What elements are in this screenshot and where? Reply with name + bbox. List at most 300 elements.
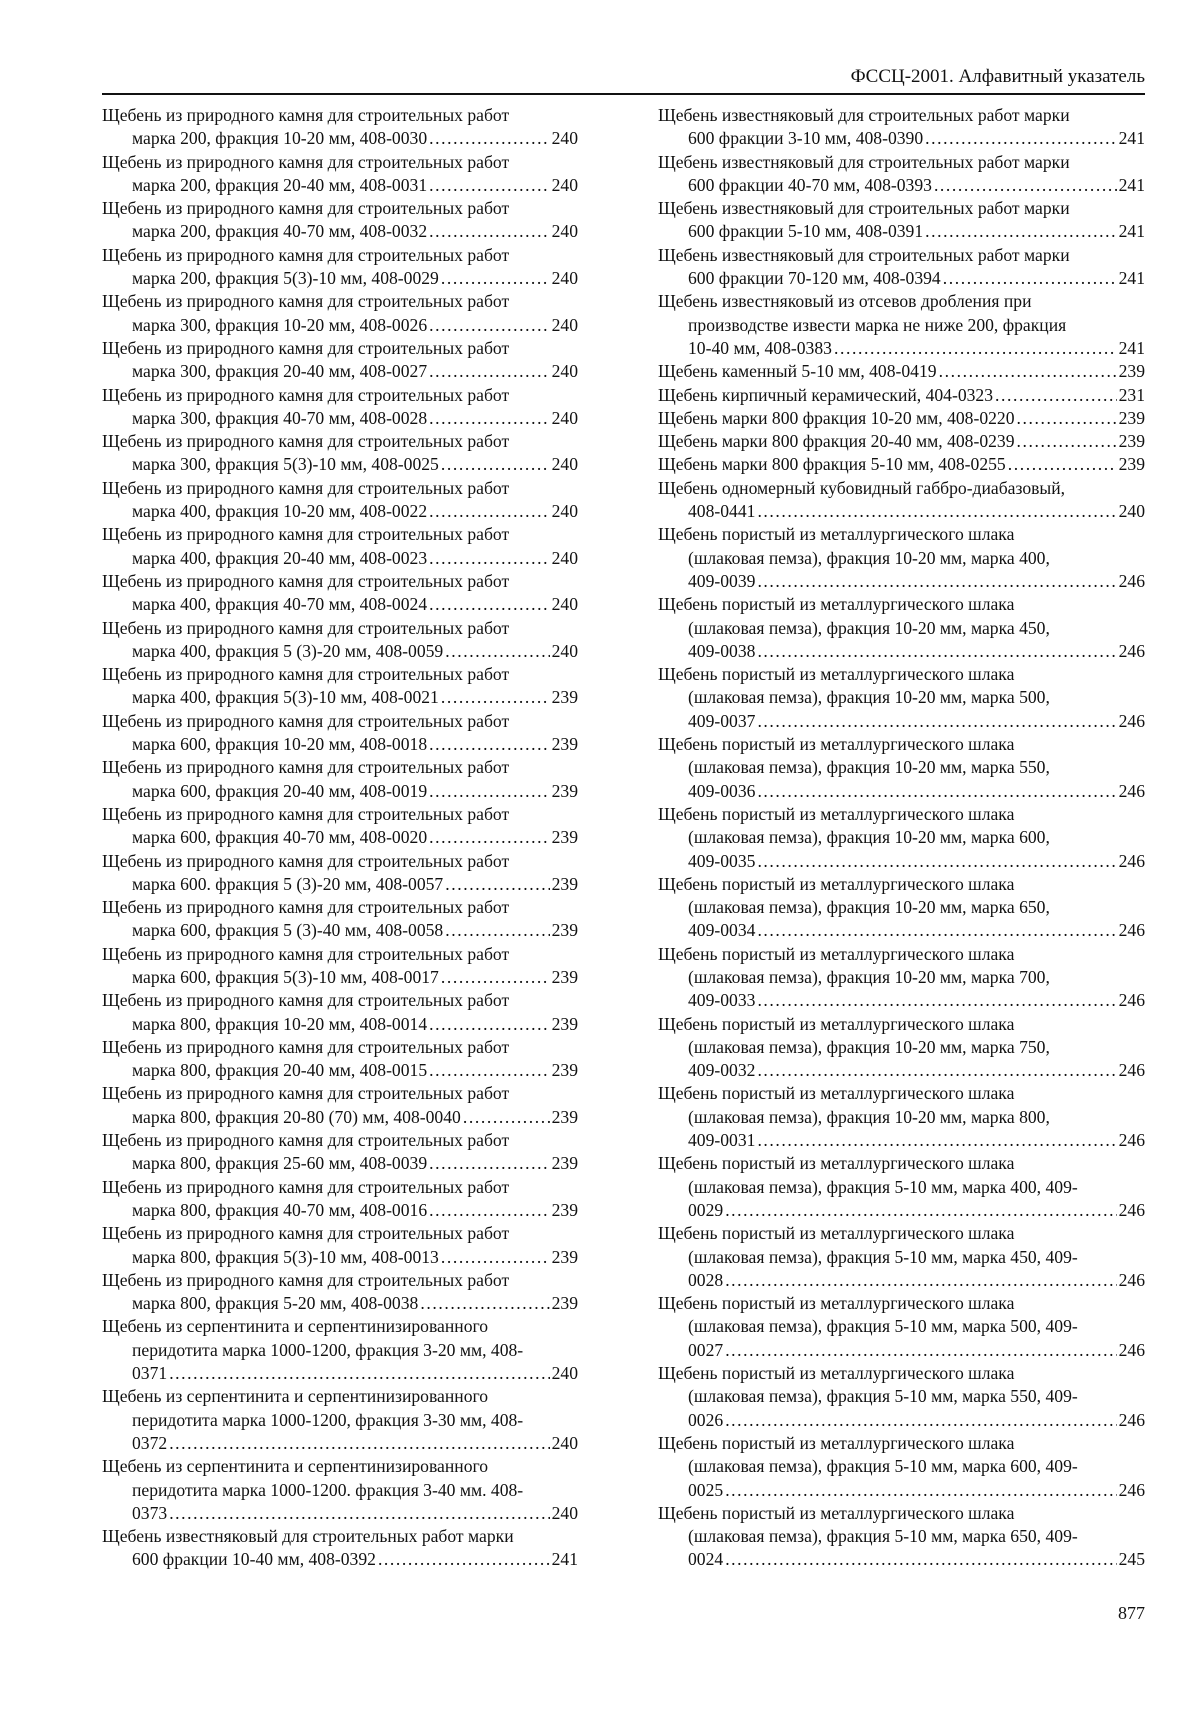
entry-text-line: Щебень пористый из металлургического шлака: [658, 664, 1015, 685]
dot-leader: [429, 407, 549, 430]
dot-leader: [429, 314, 549, 337]
entry-text-line: Щебень пористый из металлургического шлака: [658, 1432, 1015, 1453]
entry-last-text: марка 200, фракция 20-40 мм, 408-0031: [132, 174, 428, 195]
entry-last-text: марка 800, фракция 5-20 мм, 408-0038: [132, 1293, 419, 1314]
index-entry: [102, 1176, 578, 1223]
entry-last-text: марка 200, фракция 40-70 мм, 408-0032: [132, 221, 428, 242]
entry-text-line: Щебень из природного камня для строительных работ: [102, 1083, 510, 1104]
page-header-title: ФССЦ-2001. Алфавитный указатель: [850, 66, 1145, 87]
dot-leader: [429, 593, 549, 616]
index-entry: [658, 477, 1145, 524]
dot-leader: [169, 1362, 549, 1385]
index-entry: [658, 1432, 1145, 1502]
entry-page-number: 241: [1118, 268, 1145, 289]
entry-last-text: 409-0037: [688, 710, 756, 731]
entry-last-line: [102, 127, 578, 150]
entry-page-number: 246: [1118, 850, 1145, 871]
entry-text-line: производстве извести марка не ниже 200, фракция: [688, 314, 1067, 335]
dot-leader: [757, 780, 1116, 803]
entry-last-text: марка 800, фракция 10-20 мм, 408-0014: [132, 1013, 428, 1034]
entry-page-number: 240: [551, 594, 578, 615]
index-entry: [102, 710, 578, 757]
entry-page-number: 239: [1118, 431, 1145, 452]
dot-leader: [934, 174, 1117, 197]
entry-last-line: [102, 500, 578, 523]
entry-last-line: [102, 1362, 578, 1385]
index-entry: [658, 197, 1145, 244]
entry-text-line: перидотита марка 1000-1200, фракция 3-30 мм, 408-: [132, 1409, 524, 1430]
dot-leader: [445, 873, 549, 896]
index-entry: [102, 943, 578, 990]
index-entry: [658, 1152, 1145, 1222]
dot-leader: [445, 640, 549, 663]
entry-page-number: 239: [551, 1199, 578, 1220]
entry-last-text: марка 300, фракция 10-20 мм, 408-0026: [132, 314, 428, 335]
dot-leader: [420, 1292, 549, 1315]
entry-last-text: марка 300, фракция 40-70 мм, 408-0028: [132, 407, 428, 428]
entry-last-line: [658, 1409, 1145, 1432]
index-entry: [102, 477, 578, 524]
entry-text-line: Щебень из природного камня для строительных работ: [102, 1269, 510, 1290]
entry-last-text: марка 400, фракция 10-20 мм, 408-0022: [132, 501, 428, 522]
entry-last-text: 600 фракции 5-10 мм, 408-0391: [688, 221, 924, 242]
entry-last-text: Щебень марки 800 фракция 20-40 мм, 408-0239: [658, 431, 1015, 452]
entry-page-number: 246: [1118, 780, 1145, 801]
entry-last-text: марка 600, фракция 40-70 мм, 408-0020: [132, 827, 428, 848]
index-entry: [658, 663, 1145, 733]
entry-text-line: Щебень из природного камня для строительных работ: [102, 570, 510, 591]
entry-last-text: Щебень марки 800 фракция 10-20 мм, 408-0220: [658, 407, 1015, 428]
entry-last-text: марка 800, фракция 25-60 мм, 408-0039: [132, 1153, 428, 1174]
entry-text-line: Щебень известняковый для строительных работ марки: [102, 1526, 514, 1547]
entry-last-line: [658, 780, 1145, 803]
dot-leader: [995, 384, 1117, 407]
entry-last-line: [102, 1059, 578, 1082]
entry-text-line: Щебень из природного камня для строительных работ: [102, 943, 510, 964]
entry-last-line: [102, 407, 578, 430]
entry-last-line: [658, 710, 1145, 733]
dot-leader: [463, 1106, 550, 1129]
index-entry: [102, 1036, 578, 1083]
index-entry: [102, 430, 578, 477]
dot-leader: [939, 360, 1117, 383]
entry-last-text: 600 фракции 3-10 мм, 408-0390: [688, 128, 924, 149]
entry-last-line: [658, 384, 1145, 407]
entry-last-line: [658, 570, 1145, 593]
entry-text-line: Щебень из природного камня для строительных работ: [102, 1176, 510, 1197]
entry-last-line: [102, 919, 578, 942]
index-entry: [658, 943, 1145, 1013]
dot-leader: [757, 1059, 1116, 1082]
entry-text-line: Щебень из природного камня для строительных работ: [102, 151, 510, 172]
entry-last-text: 0029: [688, 1199, 724, 1220]
entry-last-line: [102, 826, 578, 849]
entry-page-number: 246: [1118, 1479, 1145, 1500]
index-column-right: [658, 104, 1145, 1572]
entry-last-line: [658, 337, 1145, 360]
entry-text-line: Щебень из природного камня для строительных работ: [102, 384, 510, 405]
index-entry: [658, 803, 1145, 873]
entry-page-number: 246: [1118, 1060, 1145, 1081]
entry-last-line: [102, 1548, 578, 1571]
entry-text-line: Щебень из природного камня для строительных работ: [102, 990, 510, 1011]
entry-page-number: 241: [551, 1549, 578, 1570]
dot-leader: [429, 826, 549, 849]
dot-leader: [757, 1129, 1116, 1152]
entry-text-line: (шлаковая пемза), фракция 5-10 мм, марка 500, 409-: [688, 1316, 1078, 1337]
entry-last-text: Щебень кирпичный керамический, 404-0323: [658, 384, 994, 405]
entry-last-text: марка 600, фракция 10-20 мм, 408-0018: [132, 734, 428, 755]
index-entry: [102, 151, 578, 198]
entry-last-line: [102, 873, 578, 896]
entry-last-line: [102, 640, 578, 663]
entry-last-line: [102, 1106, 578, 1129]
entry-page-number: 240: [551, 314, 578, 335]
entry-page-number: 246: [1118, 1130, 1145, 1151]
entry-text-line: Щебень из природного камня для строительных работ: [102, 757, 510, 778]
index-entry: [102, 1222, 578, 1269]
dot-leader: [725, 1548, 1116, 1571]
dot-leader: [429, 1199, 549, 1222]
dot-leader: [429, 174, 549, 197]
dot-leader: [429, 500, 549, 523]
entry-last-line: [658, 220, 1145, 243]
dot-leader: [925, 127, 1116, 150]
entry-last-text: Щебень марки 800 фракция 5-10 мм, 408-0255: [658, 454, 1006, 475]
dot-leader: [725, 1199, 1116, 1222]
entry-last-text: марка 600. фракция 5 (3)-20 мм, 408-0057: [132, 873, 444, 894]
entry-last-line: [102, 1432, 578, 1455]
entry-text-line: (шлаковая пемза), фракция 5-10 мм, марка 650, 409-: [688, 1526, 1078, 1547]
entry-text-line: Щебень из серпентинита и серпентинизированного: [102, 1386, 489, 1407]
entry-last-line: [658, 1199, 1145, 1222]
dot-leader: [378, 1548, 550, 1571]
entry-last-text: марка 400, фракция 20-40 мм, 408-0023: [132, 547, 428, 568]
entry-last-line: [658, 919, 1145, 942]
index-entry: [658, 1222, 1145, 1292]
entry-page-number: 240: [551, 1363, 578, 1384]
index-entry: [658, 151, 1145, 198]
entry-last-line: [658, 453, 1145, 476]
index-entry: [658, 1292, 1145, 1362]
index-entry: [658, 1502, 1145, 1572]
index-entry: [102, 337, 578, 384]
entry-text-line: Щебень пористый из металлургического шлака: [658, 1502, 1015, 1523]
entry-page-number: 240: [551, 174, 578, 195]
entry-text-line: (шлаковая пемза), фракция 10-20 мм, марка 450,: [688, 617, 1050, 638]
entry-last-line: [102, 547, 578, 570]
entry-last-text: Щебень каменный 5-10 мм, 408-0419: [658, 361, 937, 382]
entry-last-line: [102, 220, 578, 243]
entry-last-line: [102, 1246, 578, 1269]
entry-text-line: (шлаковая пемза), фракция 10-20 мм, марка 500,: [688, 687, 1050, 708]
entry-page-number: 239: [551, 1106, 578, 1127]
index-entry: [102, 1455, 578, 1525]
entry-text-line: Щебень из природного камня для строительных работ: [102, 198, 510, 219]
entry-page-number: 240: [551, 547, 578, 568]
entry-page-number: 245: [1118, 1549, 1145, 1570]
entry-last-line: [102, 733, 578, 756]
dot-leader: [429, 1059, 549, 1082]
entry-last-line: [102, 314, 578, 337]
dot-leader: [943, 267, 1117, 290]
entry-last-line: [658, 407, 1145, 430]
entry-page-number: 240: [551, 361, 578, 382]
entry-text-line: (шлаковая пемза), фракция 10-20 мм, марка 400,: [688, 547, 1050, 568]
entry-page-number: 240: [1118, 501, 1145, 522]
entry-text-line: Щебень из серпентинита и серпентинизированного: [102, 1316, 489, 1337]
entry-last-line: [658, 1548, 1145, 1571]
entry-page-number: 246: [1118, 1199, 1145, 1220]
entry-page-number: 246: [1118, 1409, 1145, 1430]
entry-last-text: 0024: [688, 1549, 724, 1570]
index-entry: [658, 1362, 1145, 1432]
index-entry: [102, 104, 578, 151]
entry-last-text: 408-0441: [688, 501, 756, 522]
entry-page-number: 240: [551, 454, 578, 475]
entry-page-number: 239: [551, 1246, 578, 1267]
entry-text-line: Щебень пористый из металлургического шлака: [658, 873, 1015, 894]
dot-leader: [429, 547, 549, 570]
entry-text-line: Щебень из природного камня для строительных работ: [102, 431, 510, 452]
entry-text-line: (шлаковая пемза), фракция 5-10 мм, марка 450, 409-: [688, 1246, 1078, 1267]
entry-text-line: Щебень известняковый для строительных работ марки: [658, 198, 1070, 219]
dot-leader: [441, 686, 550, 709]
entry-text-line: (шлаковая пемза), фракция 10-20 мм, марка 550,: [688, 757, 1050, 778]
index-entry: [102, 989, 578, 1036]
dot-leader: [834, 337, 1117, 360]
entry-page-number: 239: [551, 1293, 578, 1314]
entry-page-number: 240: [551, 128, 578, 149]
page-number: 877: [1118, 1603, 1145, 1623]
entry-last-text: 0026: [688, 1409, 724, 1430]
index-entry: [658, 453, 1145, 476]
entry-last-line: [658, 640, 1145, 663]
entry-text-line: Щебень одномерный кубовидный габбро-диабазовый,: [658, 477, 1066, 498]
entry-last-text: марка 800, фракция 40-70 мм, 408-0016: [132, 1199, 428, 1220]
dot-leader: [445, 919, 549, 942]
index-entry: [658, 733, 1145, 803]
entry-text-line: Щебень из природного камня для строительных работ: [102, 524, 510, 545]
entry-last-line: [658, 1059, 1145, 1082]
entry-last-line: [102, 593, 578, 616]
index-entry: [102, 896, 578, 943]
entry-last-line: [658, 174, 1145, 197]
index-entry: [658, 104, 1145, 151]
entry-page-number: 239: [551, 873, 578, 894]
entry-page-number: 246: [1118, 990, 1145, 1011]
entry-page-number: 246: [1118, 1339, 1145, 1360]
entry-text-line: Щебень пористый из металлургического шлака: [658, 1013, 1015, 1034]
dot-leader: [757, 710, 1116, 733]
index-entry: [658, 360, 1145, 383]
dot-leader: [757, 989, 1116, 1012]
entry-last-text: 409-0039: [688, 570, 756, 591]
index-entry: [102, 617, 578, 664]
entry-text-line: Щебень из природного камня для строительных работ: [102, 710, 510, 731]
index-entry: [102, 523, 578, 570]
entry-text-line: Щебень пористый из металлургического шлака: [658, 594, 1015, 615]
entry-last-text: марка 600, фракция 5(3)-10 мм, 408-0017: [132, 966, 439, 987]
entry-last-text: марка 400, фракция 5(3)-10 мм, 408-0021: [132, 687, 439, 708]
entry-text-line: Щебень из природного камня для строительных работ: [102, 617, 510, 638]
entry-last-text: марка 800, фракция 5(3)-10 мм, 408-0013: [132, 1246, 439, 1267]
index-entry: [102, 1129, 578, 1176]
entry-last-line: [658, 127, 1145, 150]
dot-leader: [169, 1432, 549, 1455]
entry-text-line: Щебень известняковый для строительных работ марки: [658, 151, 1070, 172]
entry-last-text: 600 фракции 10-40 мм, 408-0392: [132, 1549, 376, 1570]
entry-last-text: 600 фракции 70-120 мм, 408-0394: [688, 268, 941, 289]
entry-last-text: марка 600, фракция 5 (3)-40 мм, 408-0058: [132, 920, 444, 941]
entry-last-text: марка 200, фракция 5(3)-10 мм, 408-0029: [132, 268, 439, 289]
entry-text-line: Щебень пористый из металлургического шлака: [658, 1153, 1015, 1174]
dot-leader: [725, 1409, 1116, 1432]
entry-text-line: Щебень пористый из металлургического шлака: [658, 524, 1015, 545]
entry-last-text: 0371: [132, 1363, 168, 1384]
dot-leader: [441, 267, 550, 290]
entry-last-line: [658, 1339, 1145, 1362]
entry-last-text: марка 400, фракция 5 (3)-20 мм, 408-0059: [132, 640, 444, 661]
entry-text-line: Щебень пористый из металлургического шлака: [658, 943, 1015, 964]
entry-text-line: Щебень из природного камня для строительных работ: [102, 1036, 510, 1057]
dot-leader: [757, 500, 1116, 523]
entry-last-text: 409-0034: [688, 920, 756, 941]
entry-last-line: [658, 1129, 1145, 1152]
entry-last-line: [658, 430, 1145, 453]
entry-text-line: Щебень пористый из металлургического шлака: [658, 1083, 1015, 1104]
index-entry: [102, 1269, 578, 1316]
index-entry: [658, 244, 1145, 291]
entry-text-line: (шлаковая пемза), фракция 10-20 мм, марка 650,: [688, 897, 1050, 918]
entry-page-number: 241: [1118, 128, 1145, 149]
index-entry: [102, 1385, 578, 1455]
entry-text-line: Щебень из природного камня для строительных работ: [102, 291, 510, 312]
entry-text-line: Щебень пористый из металлургического шлака: [658, 803, 1015, 824]
entry-page-number: 241: [1118, 337, 1145, 358]
entry-text-line: перидотита марка 1000-1200, фракция 3-20 мм, 408-: [132, 1339, 524, 1360]
dot-leader: [429, 360, 549, 383]
entry-page-number: 240: [551, 640, 578, 661]
dot-leader: [757, 919, 1116, 942]
index-entry: [102, 1082, 578, 1129]
index-entry: [658, 873, 1145, 943]
entry-last-line: [102, 780, 578, 803]
entry-page-number: 240: [551, 501, 578, 522]
entry-last-text: марка 600, фракция 20-40 мм, 408-0019: [132, 780, 428, 801]
entry-page-number: 240: [551, 1502, 578, 1523]
entry-text-line: Щебень из природного камня для строительных работ: [102, 477, 510, 498]
dot-leader: [925, 220, 1116, 243]
entry-page-number: 241: [1118, 221, 1145, 242]
entry-last-text: 0373: [132, 1502, 168, 1523]
entry-page-number: 239: [1118, 407, 1145, 428]
entry-last-text: 10-40 мм, 408-0383: [688, 337, 832, 358]
entry-text-line: (шлаковая пемза), фракция 5-10 мм, марка 550, 409-: [688, 1386, 1078, 1407]
entry-page-number: 240: [551, 221, 578, 242]
entry-last-text: 409-0031: [688, 1130, 756, 1151]
entry-page-number: 240: [551, 268, 578, 289]
index-entry: [102, 197, 578, 244]
entry-page-number: 239: [551, 687, 578, 708]
dot-leader: [757, 570, 1116, 593]
entry-text-line: (шлаковая пемза), фракция 10-20 мм, марка 800,: [688, 1106, 1050, 1127]
entry-last-line: [102, 360, 578, 383]
entry-page-number: 246: [1118, 640, 1145, 661]
index-entry: [658, 523, 1145, 593]
entry-last-text: марка 200, фракция 10-20 мм, 408-0030: [132, 128, 428, 149]
index-column-left: [102, 104, 578, 1572]
entry-page-number: 239: [551, 734, 578, 755]
entry-last-text: 409-0038: [688, 640, 756, 661]
entry-last-text: 0028: [688, 1269, 724, 1290]
entry-text-line: (шлаковая пемза), фракция 10-20 мм, марка 700,: [688, 966, 1050, 987]
dot-leader: [429, 1013, 549, 1036]
entry-page-number: 239: [551, 966, 578, 987]
dot-leader: [1008, 453, 1117, 476]
entry-page-number: 239: [551, 780, 578, 801]
entry-text-line: Щебень известняковый для строительных работ марки: [658, 244, 1070, 265]
entry-text-line: Щебень пористый из металлургического шлака: [658, 734, 1015, 755]
entry-page-number: 239: [551, 1153, 578, 1174]
dot-leader: [429, 127, 549, 150]
index-entry: [658, 290, 1145, 360]
entry-last-line: [102, 174, 578, 197]
dot-leader: [725, 1339, 1116, 1362]
entry-last-line: [102, 1152, 578, 1175]
entry-page-number: 239: [1118, 361, 1145, 382]
entry-text-line: Щебень известняковый из отсевов дробления при: [658, 291, 1032, 312]
index-entry: [102, 850, 578, 897]
entry-text-line: Щебень из природного камня для строительных работ: [102, 244, 510, 265]
index-entry: [102, 1315, 578, 1385]
index-entry: [102, 1525, 578, 1572]
entry-page-number: 239: [551, 920, 578, 941]
entry-text-line: Щебень из природного камня для строительных работ: [102, 1223, 510, 1244]
index-entry: [102, 290, 578, 337]
entry-last-line: [102, 1502, 578, 1525]
entry-page-number: 246: [1118, 570, 1145, 591]
entry-page-number: 239: [1118, 454, 1145, 475]
entry-last-line: [102, 1199, 578, 1222]
dot-leader: [429, 1152, 549, 1175]
dot-leader: [1017, 430, 1117, 453]
entry-last-text: 409-0033: [688, 990, 756, 1011]
entry-last-text: 409-0035: [688, 850, 756, 871]
entry-text-line: Щебень известняковый для строительных работ марки: [658, 105, 1070, 125]
index-entry: [658, 1082, 1145, 1152]
entry-last-line: [658, 267, 1145, 290]
index-entry: [658, 384, 1145, 407]
index-entry: [102, 663, 578, 710]
entry-text-line: Щебень из природного камня для строительных работ: [102, 803, 510, 824]
entry-last-line: [658, 989, 1145, 1012]
entry-last-text: марка 800, фракция 20-40 мм, 408-0015: [132, 1060, 428, 1081]
entry-text-line: Щебень из природного камня для строительных работ: [102, 105, 510, 125]
entry-text-line: перидотита марка 1000-1200. фракция 3-40 мм. 408-: [132, 1479, 524, 1500]
entry-page-number: 240: [551, 1432, 578, 1453]
entry-page-number: 239: [551, 827, 578, 848]
entry-text-line: (шлаковая пемза), фракция 10-20 мм, марка 750,: [688, 1036, 1050, 1057]
entry-last-text: 0025: [688, 1479, 724, 1500]
entry-last-line: [658, 500, 1145, 523]
entry-text-line: (шлаковая пемза), фракция 5-10 мм, марка 600, 409-: [688, 1456, 1078, 1477]
entry-last-text: 0372: [132, 1432, 168, 1453]
dot-leader: [757, 850, 1116, 873]
entry-page-number: 239: [551, 1013, 578, 1034]
entry-last-line: [102, 966, 578, 989]
entry-page-number: 239: [551, 1060, 578, 1081]
